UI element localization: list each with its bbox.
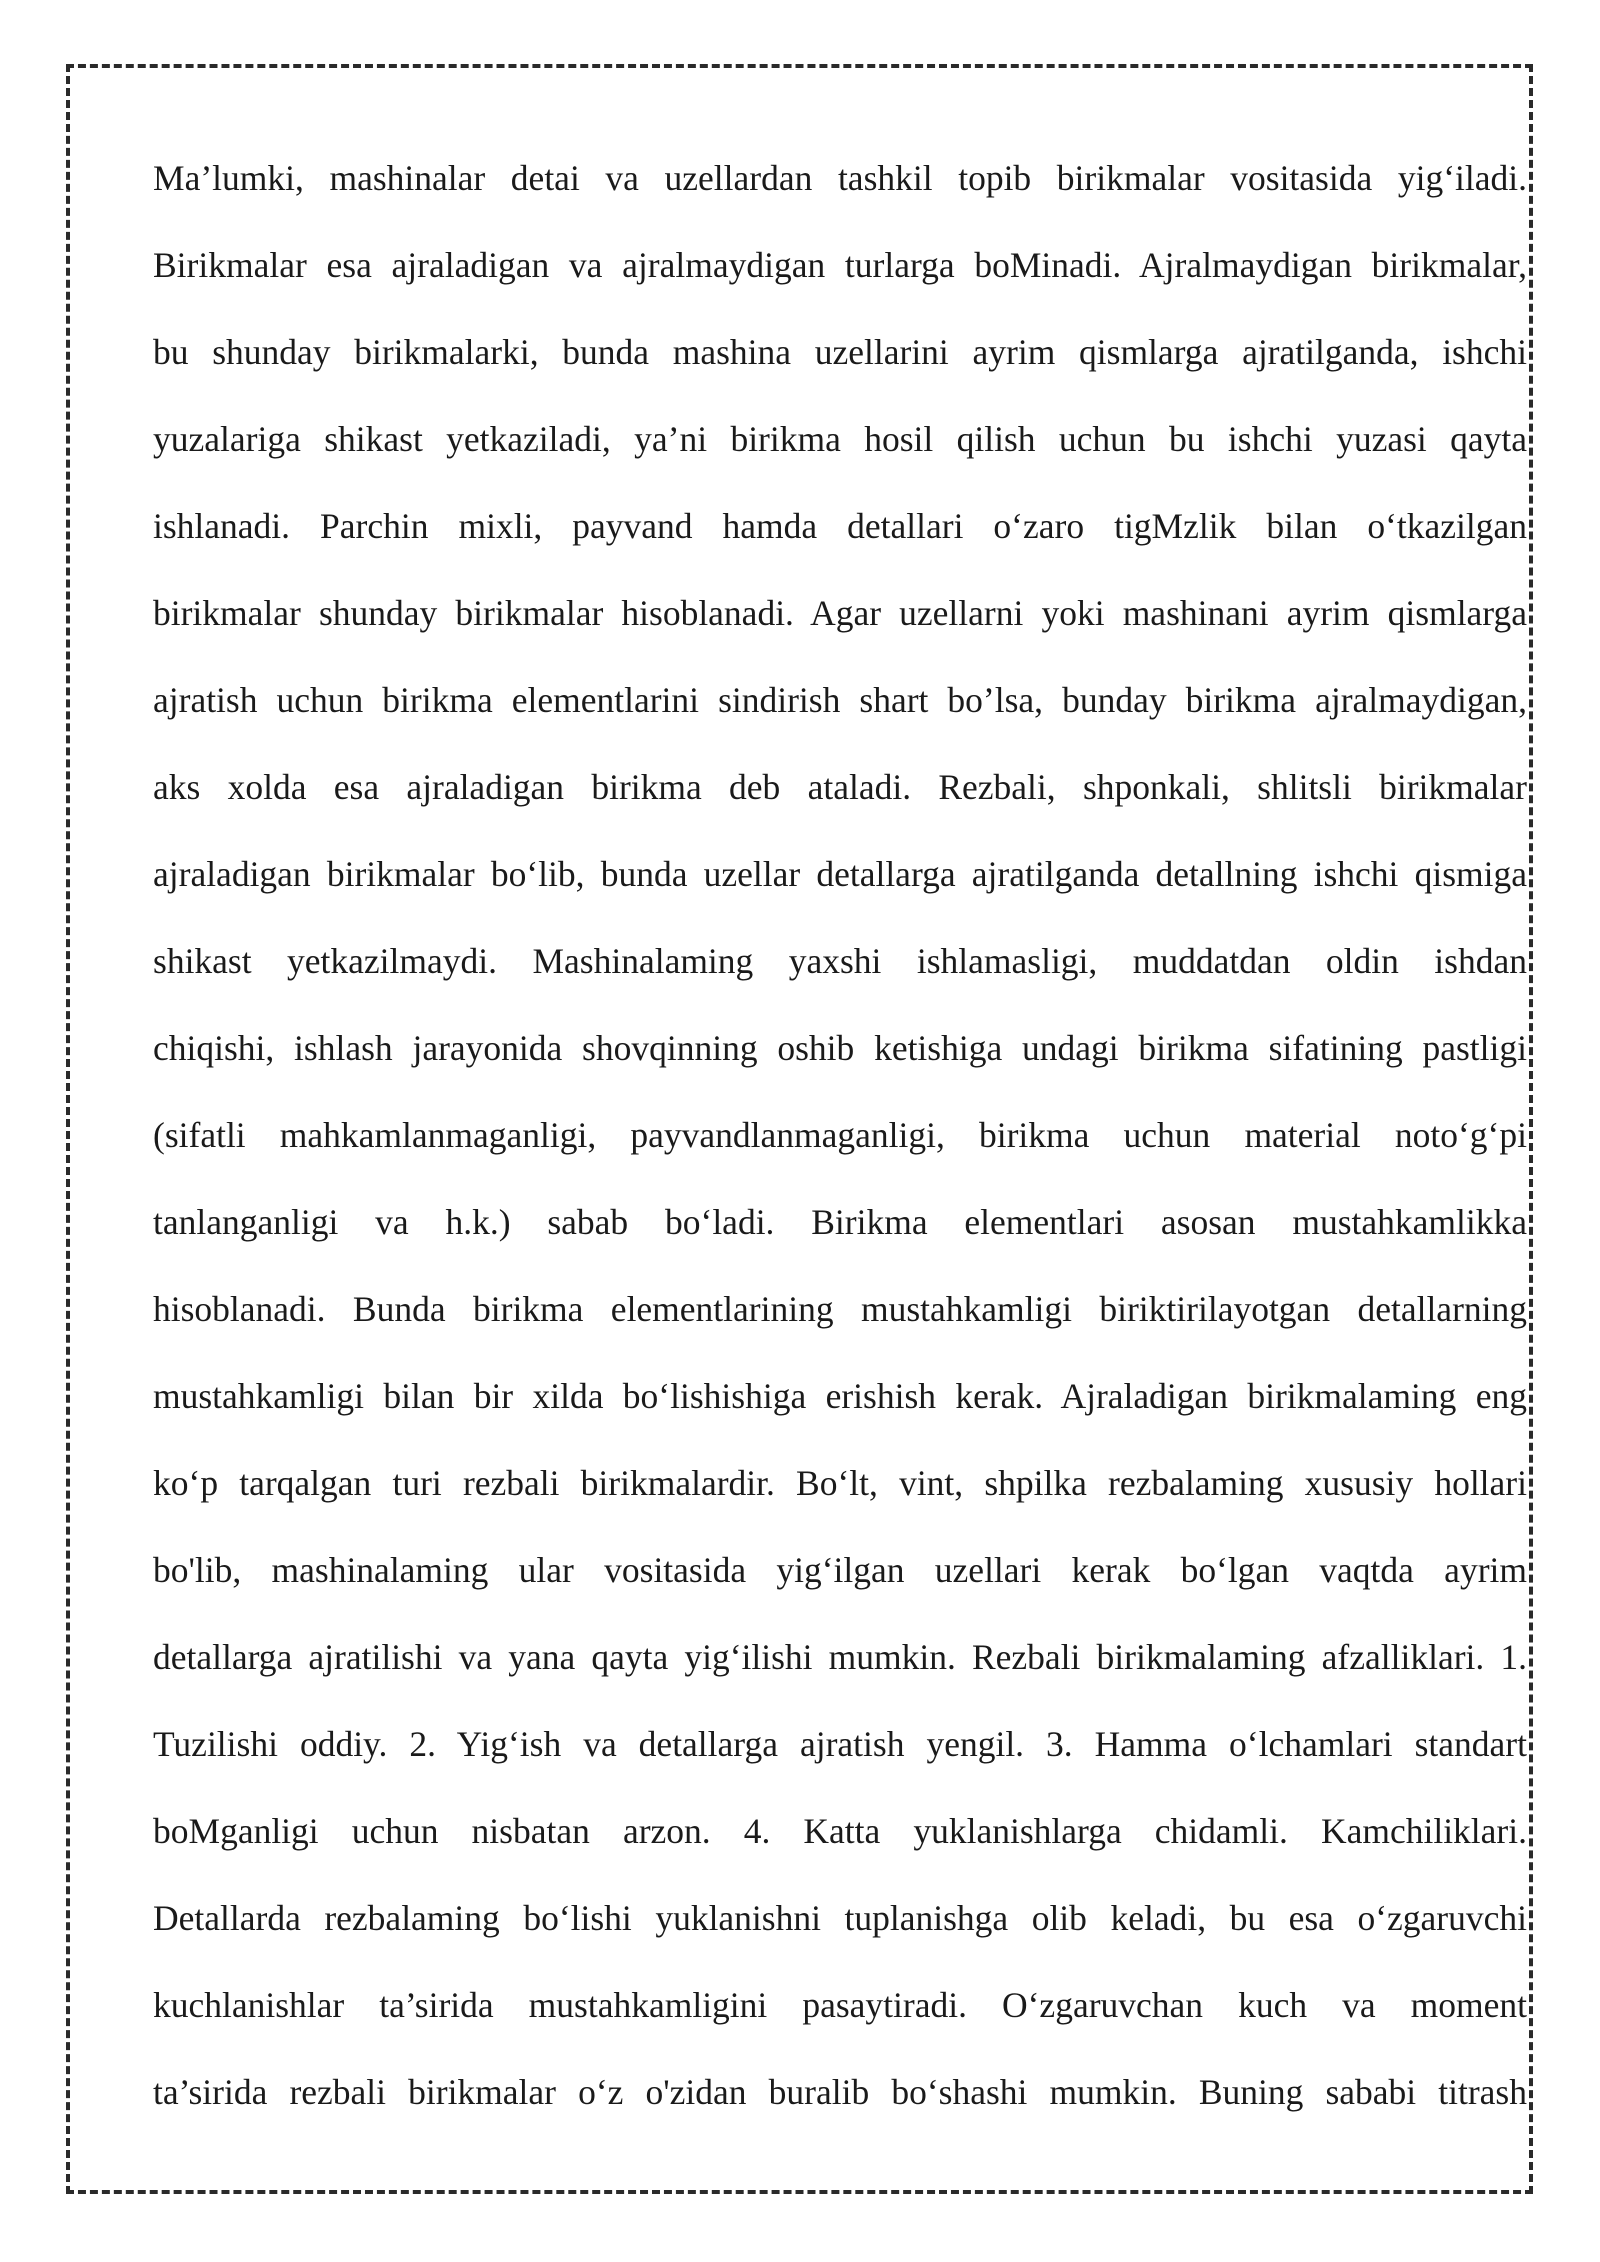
text-line: ajratish uchun birikma elementlarini sindirish shart bo’lsa, bunday birikma ajralmaydigan, (153, 680, 1527, 720)
text-line: tanlanganligi va h.k.) sabab bo‘ladi. Birikma elementlari asosan mustahkamlikka (153, 1202, 1527, 1242)
text-line: shikast yetkazilmaydi. Mashinalaming yaxshi ishlamasligi, muddatdan oldin ishdan (153, 941, 1527, 981)
text-line: (sifatli mahkamlanmaganligi, payvandlanmaganligi, birikma uchun material noto‘g‘pi (153, 1115, 1527, 1155)
text-line: bu shunday birikmalarki, bunda mashina uzellarini ayrim qismlarga ajratilganda, ishchi (153, 332, 1527, 372)
text-line: ta’sirida rezbali birikmalar o‘z o'zidan buralib bo‘shashi mumkin. Buning sababi titrash (153, 2072, 1527, 2112)
body-text (153, 146, 1527, 2147)
text-line: aks xolda esa ajraladigan birikma deb ataladi. Rezbali, shponkali, shlitsli birikmalar (153, 767, 1527, 807)
text-line: boMganligi uchun nisbatan arzon. 4. Katta yuklanishlarga chidamli. Kamchiliklari. (153, 1811, 1527, 1851)
text-line: Birikmalar esa ajraladigan va ajralmaydigan turlarga boMinadi. Ajralmaydigan birikmalar, (153, 245, 1527, 285)
text-line: birikmalar shunday birikmalar hisoblanadi. Agar uzellarni yoki mashinani ayrim qismlarga (153, 593, 1527, 633)
text-line: ishlanadi. Parchin mixli, payvand hamda detallari o‘zaro tigMzlik bilan o‘tkazilgan (153, 506, 1527, 546)
text-line: kuchlanishlar ta’sirida mustahkamligini pasaytiradi. O‘zgaruvchan kuch va moment (153, 1985, 1527, 2025)
text-line: chiqishi, ishlash jarayonida shovqinning oshib ketishiga undagi birikma sifatining pastligi (153, 1028, 1527, 1068)
text-line: detallarga ajratilishi va yana qayta yig‘ilishi mumkin. Rezbali birikmalaming afzalliklari. 1. (153, 1637, 1527, 1677)
text-line: Ma’lumki, mashinalar detai va uzellardan tashkil topib birikmalar vositasida yig‘iladi. (153, 158, 1527, 198)
text-line: ajraladigan birikmalar bo‘lib, bunda uzellar detallarga ajratilganda detallning ishchi qismiga (153, 854, 1527, 894)
text-line: ko‘p tarqalgan turi rezbali birikmalardir. Bo‘lt, vint, shpilka rezbalaming xususiy hollari (153, 1463, 1527, 1503)
text-line: Tuzilishi oddiy. 2. Yig‘ish va detallarga ajratish yengil. 3. Hamma o‘lchamlari standart (153, 1724, 1527, 1764)
text-line: mustahkamligi bilan bir xilda bo‘lishishiga erishish kerak. Ajraladigan birikmalaming eng (153, 1376, 1527, 1416)
text-line: Detallarda rezbalaming bo‘lishi yuklanishni tuplanishga olib keladi, bu esa o‘zgaruvchi (153, 1898, 1527, 1938)
text-line: bo'lib, mashinalaming ular vositasida yig‘ilgan uzellari kerak bo‘lgan vaqtda ayrim (153, 1550, 1527, 1590)
text-line: yuzalariga shikast yetkaziladi, ya’ni birikma hosil qilish uchun bu ishchi yuzasi qayta (153, 419, 1527, 459)
text-line: hisoblanadi. Bunda birikma elementlarining mustahkamligi biriktirilayotgan detallarning (153, 1289, 1527, 1329)
